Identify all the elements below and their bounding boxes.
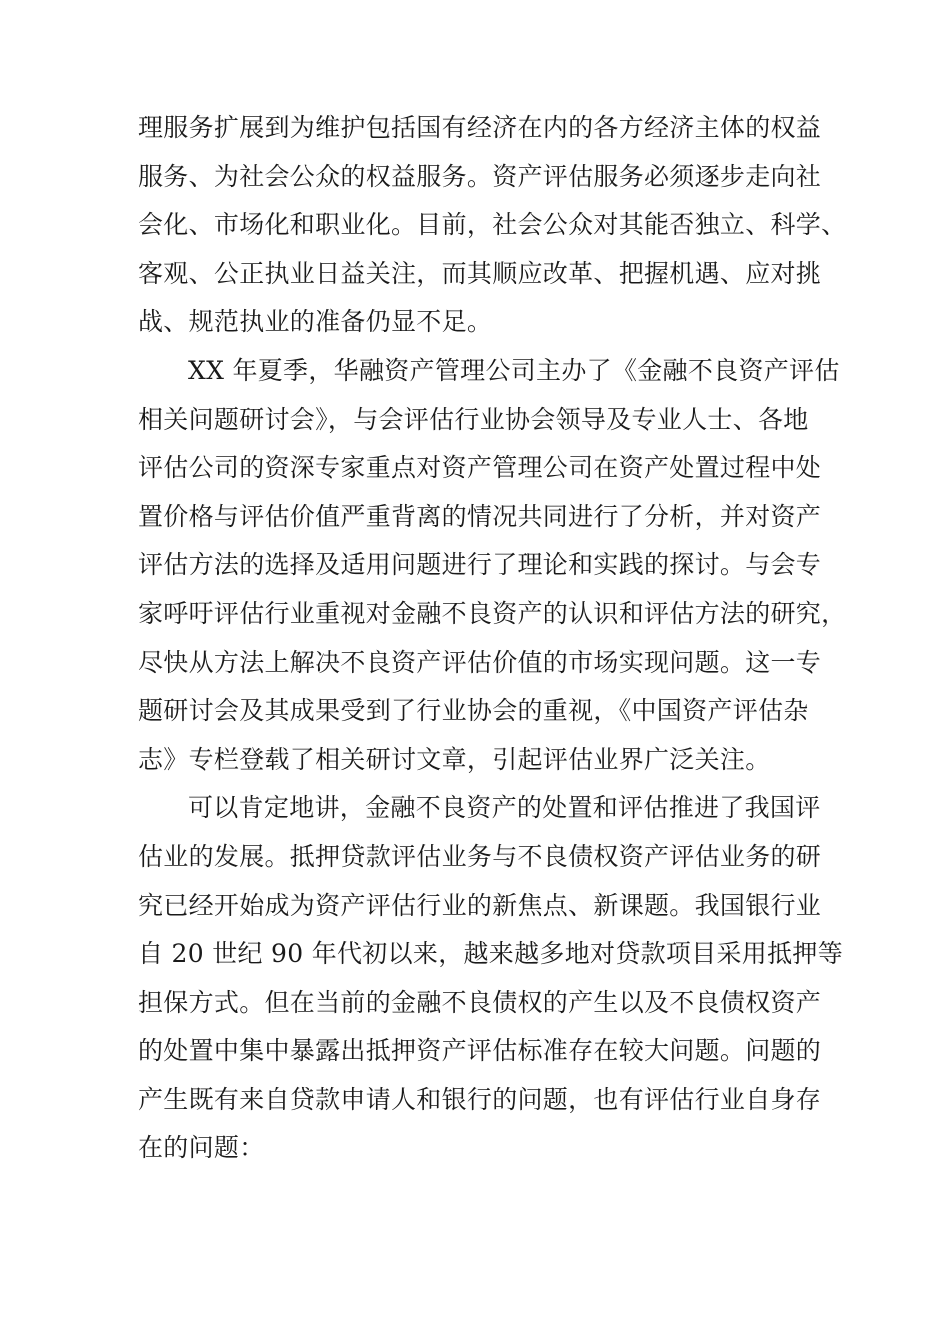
- text-line: 题研讨会及其成果受到了行业协会的重视，《中国资产评估杂: [138, 696, 809, 726]
- text-line: 置价格与评估价值严重背离的情况共同进行了分析，并对资产: [138, 501, 822, 531]
- text-line: 客观、公正执业日益关注，而其顺应改革、把握机遇、应对挑: [138, 258, 822, 288]
- text-line-first: 可以肯定地讲，金融不良资产的处置和评估推进了我国评: [188, 793, 821, 823]
- text-line: 评估公司的资深专家重点对资产管理公司在资产处置过程中处: [138, 453, 822, 483]
- text-line: 服务、为社会公众的权益服务。资产评估服务必须逐步走向社: [138, 161, 822, 191]
- paragraph-3: [138, 784, 844, 1173]
- paragraph-1: [138, 104, 847, 347]
- paragraph-2: [138, 347, 847, 784]
- text-line: 估业的发展。抵押贷款评估业务与不良债权资产评估业务的研: [138, 841, 822, 871]
- text-line: 理服务扩展到为维护包括国有经济在内的各方经济主体的权益: [138, 113, 822, 142]
- text-line: 究已经开始成为资产评估行业的新焦点、新课题。我国银行业: [138, 890, 822, 920]
- text-line: 产生既有来自贷款申请人和银行的问题，也有评估行业自身存: [138, 1084, 822, 1114]
- text-line: 相关问题研讨会》，与会评估行业协会领导及专业人士、各地: [138, 404, 809, 434]
- text-line: 在的问题：: [138, 1133, 265, 1163]
- text-line: 家呼吁评估行业重视对金融不良资产的认识和评估方法的研究，: [138, 598, 847, 628]
- text-line: 会化、市场化和职业化。目前，社会公众对其能否独立、科学、: [138, 210, 847, 240]
- text-line: 担保方式。但在当前的金融不良债权的产生以及不良债权资产: [138, 987, 822, 1017]
- text-line: 尽快从方法上解决不良资产评估价值的市场实现问题。这一专: [138, 647, 822, 677]
- text-line: 自 20 世纪 90 年代初以来，越来越多地对贷款项目采用抵押等: [138, 939, 844, 969]
- text-line: 志》专栏登载了相关研讨文章，引起评估业界广泛关注。: [138, 744, 771, 774]
- text-line-first: XX 年夏季，华融资产管理公司主办了《金融不良资产评估: [188, 355, 840, 385]
- text-line: 的处置中集中暴露出抵押资产评估标准存在较大问题。问题的: [138, 1036, 822, 1066]
- text-line: 评估方法的选择及适用问题进行了理论和实践的探讨。与会专: [138, 550, 822, 580]
- text-line: 战、规范执业的准备仍显不足。: [138, 307, 493, 337]
- document-body: [138, 104, 847, 1173]
